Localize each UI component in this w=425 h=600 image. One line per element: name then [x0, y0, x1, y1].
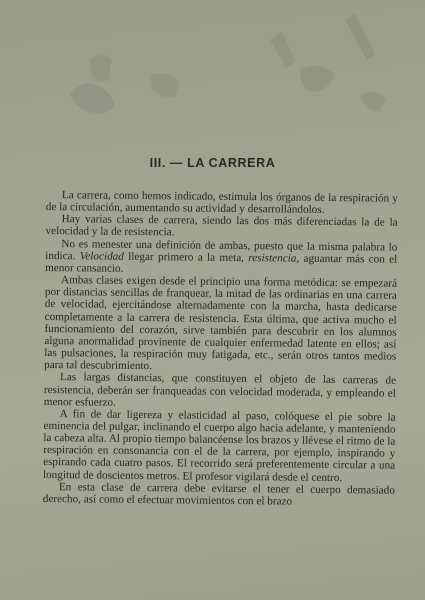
- paragraph-3-text-c: llegar primero a la meta,: [123, 250, 249, 264]
- chapter-title: III. — LA CARRERA: [149, 156, 276, 170]
- paragraph-5: Las largas distancias, que constituyen el objeto de las carreras de resistencia, deberán ser franqueadas con velocidad moderada, y empleando el menor esfuerzo.: [43, 371, 397, 409]
- paragraph-3-term-velocidad: Velocidad: [79, 250, 124, 263]
- paragraph-1: La carrera, como hemos indicado, estimula los órganos de la respiración y de la circulación, aumentando su actividad y desarrollándolos.: [45, 189, 398, 217]
- paragraph-6: A fin de dar ligereza y elasticidad al paso, colóquese el pie sobre la eminencia del pulgar, inclinando el cuerpo algo hacia adelante, y manteniendo la cabeza alta. Al propio tiempo balancéense los brazos y llévese el ritmo de la respiración en consonancia con el de la carrera, por ejemplo, inspirando y espirando cada cuatro pasos. El recorrido será preferentemente circular a una longitud de doscientos metros. El profesor vigilará desde el centro.: [42, 407, 396, 484]
- paragraph-4: Ambas clases exigen desde el principio una forma metódica: se empezará por distancias sencillas de franquear, la mitad de las ordinarias en una carrera de velocidad, ejercitándose alternadamente con la marcha, hasta dedicarse completamente a la carrera de resistencia. Esta última, que activa mucho el funcionamiento del corazón, sirve también para descubrir en los alumnos alguna anormalidad provinente de cualquier enfermedad latente en ellos; así las pulsaciones, la respiración muy fatigada, etc., serán otros tantos medios para tal descubrimiento.: [44, 274, 398, 373]
- paragraph-3-text-e: aguantar más con el menor cansancio.: [45, 252, 398, 275]
- paragraph-2: Hay varias clases de carrera, siendo las dos más diferenciadas la de la velocidad y la de resistencia.: [45, 213, 398, 239]
- paragraph-3: [45, 238, 397, 278]
- body-text: [43, 189, 398, 509]
- bleed-through-figures: [0, 0, 425, 150]
- paragraph-3-term-resistencia: resistencia,: [248, 251, 300, 265]
- paragraph-7: En esta clase de carrera debe evitarse el tener el cuerpo demasiado derecho, así como el efectuar movimientos con el brazo: [42, 480, 395, 508]
- paragraph-3-text-a: No es menester una definición de ambas, puesto que la misma palabra lo indica.: [45, 237, 398, 263]
